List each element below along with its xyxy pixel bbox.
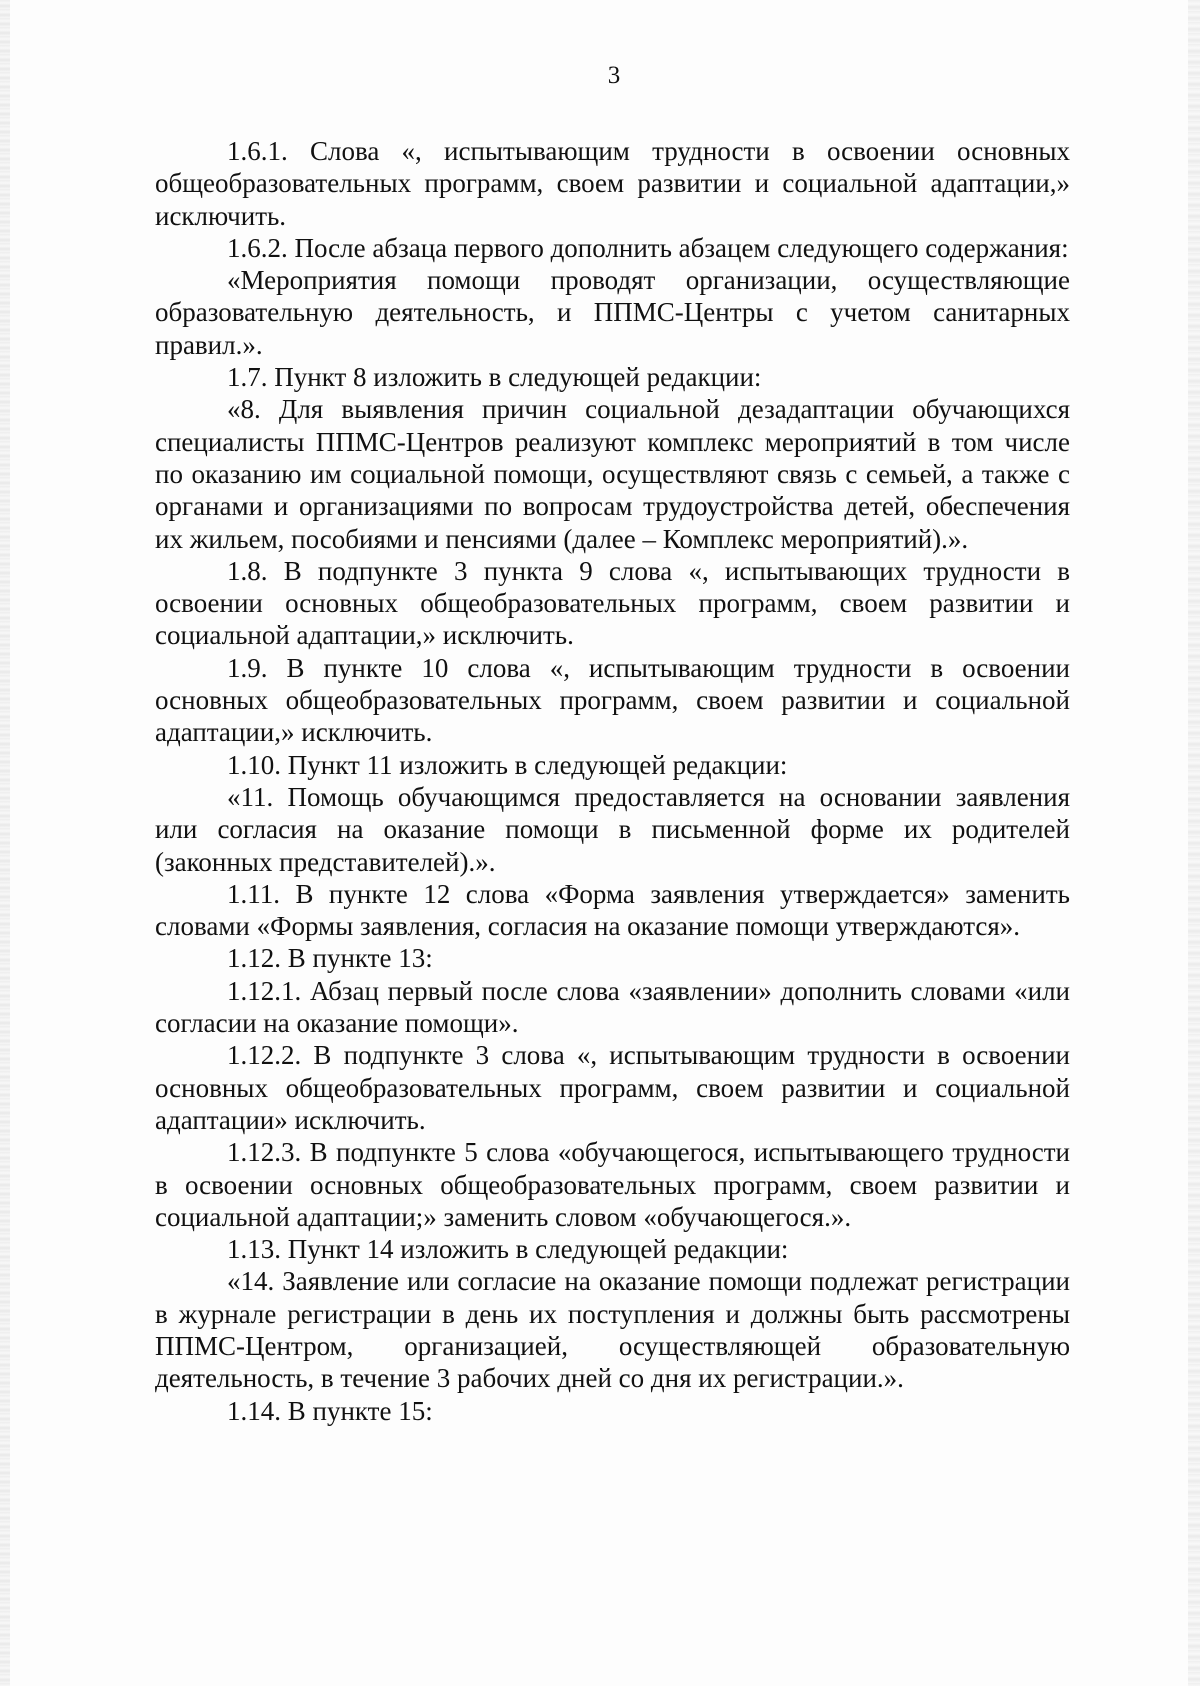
paragraph-1-6-1: 1.6.1. Слова «, испытывающим трудности в освоении основных общеобразовательных программ, своем развитии и социальной адаптации,» исключить. [155, 136, 1070, 231]
paragraph-1-9: 1.9. В пункте 10 слова «, испытывающим трудности в освоении основных общеобразовательных программ, своем развитии и социальной адаптации,» исключить. [155, 652, 1070, 748]
paragraph-quote-14: «14. Заявление или согласие на оказание помощи подлежат регистрации в журнале регистрации в день их поступления и должны быть рассмотрены ППМС-Центром, организацией, осуществляющей образовательную деятельность, в течение 3 рабочих дней со дня их регистрации.». [155, 1266, 1070, 1394]
scan-edge-left [0, 0, 10, 1686]
paragraph-1-12-2: 1.12.2. В подпункте 3 слова «, испытывающим трудности в освоении основных общеобразовательных программ, своем развитии и социальной адаптации» исключить. [155, 1040, 1070, 1135]
paragraph-1-8: 1.8. В подпункте 3 пункта 9 слова «, испытывающих трудности в освоении основных общеобразовательных программ, своем развитии и социальной адаптации,» исключить. [155, 555, 1070, 651]
document-body [155, 135, 1070, 1427]
paragraph-1-12-3: 1.12.3. В подпункте 5 слова «обучающегося, испытывающего трудности в освоении основных общеобразовательных программ, своем развитии и социальной адаптации;» заменить словом «обучающегося.». [155, 1137, 1070, 1232]
paragraph-quote-11: «11. Помощь обучающимся предоставляется на основании заявления или согласия на оказание помощи в письменной форме их родителей (законных представителей).». [155, 781, 1070, 877]
paragraph-quote-events: «Мероприятия помощи проводят организации, осуществляющие образовательную деятельность, и ППМС-Центры с учетом санитарных правил.». [155, 265, 1070, 360]
paragraph-1-12-1: 1.12.1. Абзац первый после слова «заявлении» дополнить словами «или согласии на оказание помощи». [155, 975, 1070, 1039]
paragraph-1-10: 1.10. Пункт 11 изложить в следующей редакции: [227, 749, 788, 780]
scan-edge-right [1188, 0, 1200, 1686]
paragraph-1-14: 1.14. В пункте 15: [227, 1395, 433, 1426]
paragraph-1-12: 1.12. В пункте 13: [227, 943, 433, 974]
page-number: 3 [607, 62, 621, 89]
paragraph-1-7: 1.7. Пункт 8 изложить в следующей редакции: [227, 362, 762, 393]
paragraph-1-13: 1.13. Пункт 14 изложить в следующей редакции: [227, 1234, 789, 1265]
paragraph-1-11: 1.11. В пункте 12 слова «Форма заявления утверждается» заменить словами «Формы заявления, согласия на оказание помощи утверждаются». [155, 878, 1070, 942]
paragraph-1-6-2: 1.6.2. После абзаца первого дополнить абзацем следующего содержания: [227, 232, 1069, 263]
paragraph-quote-8: «8. Для выявления причин социальной дезадаптации обучающихся специалисты ППМС-Центров реализуют комплекс мероприятий в том числе по оказанию им социальной помощи, осуществляют связь с семьей, а также с органами и организациями по вопросам трудоустройства детей, обеспечения их жильем, пособиями и пенсиями (далее – Комплекс мероприятий).». [155, 394, 1070, 554]
